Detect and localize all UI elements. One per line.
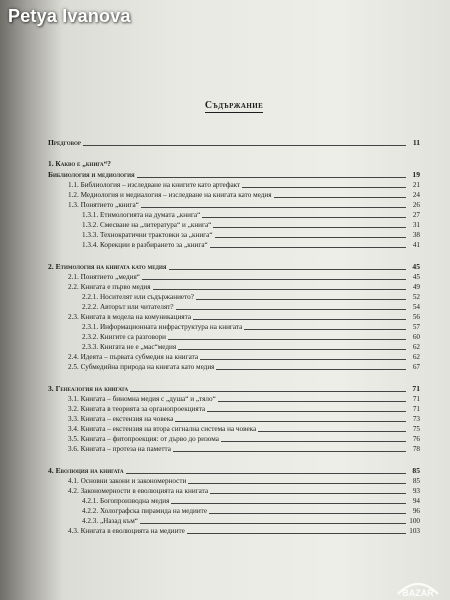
toc-entry-row bbox=[48, 190, 420, 200]
toc-entry-label: 2.3.3. Книгата не е „мас“медия bbox=[82, 343, 177, 351]
leader-line bbox=[126, 473, 406, 474]
leader-line bbox=[221, 441, 406, 442]
toc-entry-label: 1.3.4. Корекции в разбирането за „книга“ bbox=[82, 241, 208, 249]
toc-page-number: 27 bbox=[412, 211, 420, 219]
toc-page-number: 71 bbox=[412, 405, 420, 413]
leader-line bbox=[175, 421, 406, 422]
toc-entry-row bbox=[48, 476, 420, 486]
leader-line bbox=[171, 503, 406, 504]
toc-entry-row bbox=[48, 180, 420, 190]
toc-entry-label: 2.2.2. Авторът или читателят? bbox=[82, 303, 174, 311]
toc-chapter-row bbox=[48, 137, 420, 148]
toc-entry-row bbox=[48, 352, 420, 362]
leader-line bbox=[137, 177, 406, 178]
toc-entry-label: 3. Генеалогия на книгата bbox=[48, 384, 129, 393]
toc-entry-row bbox=[48, 282, 420, 292]
leader-line bbox=[176, 309, 406, 310]
toc-entry-label: 4. Еволюция на книгата bbox=[48, 466, 124, 475]
toc-entry-label: Предговор bbox=[48, 138, 81, 147]
toc-entry-label: 2. Етимология на книгата като медия bbox=[48, 262, 167, 271]
toc-page-number: 41 bbox=[412, 241, 420, 249]
toc-title-text: Съдържание bbox=[204, 100, 264, 111]
toc-entry-row bbox=[48, 526, 420, 536]
leader-line bbox=[210, 247, 406, 248]
leader-line bbox=[244, 329, 406, 330]
toc-page-number: 71 bbox=[412, 395, 420, 403]
seller-watermark: Petya Ivanova bbox=[8, 6, 131, 26]
toc-entry-label: 3.6. Книгата – протеза на паметта bbox=[68, 445, 171, 453]
toc-page-number: 45 bbox=[412, 273, 420, 281]
toc-entry-row bbox=[48, 322, 420, 332]
toc-entry-label: 2.5. Субмедийна природа на книгата като медия bbox=[68, 363, 215, 371]
toc-entry-row bbox=[48, 362, 420, 372]
toc-list bbox=[48, 137, 420, 536]
toc-entry-label: 4.2.1. Богопроизводна медия bbox=[82, 497, 170, 505]
toc-entry-label: 2.3. Книгата в модела на комуникацията bbox=[68, 313, 192, 321]
toc-entry-label: 1.1. Библиология – изследване на книгите като артефакт bbox=[68, 181, 241, 189]
toc-entry-row bbox=[48, 496, 420, 506]
leader-line bbox=[218, 401, 406, 402]
toc-page-number: 62 bbox=[412, 343, 420, 351]
leader-line bbox=[140, 523, 406, 524]
toc-entry-label: 1.3.3. Технократични трактовки за „книга“ bbox=[82, 231, 213, 239]
toc-entry-label: 3.1. Книгата – биномна медия с „душа“ и „тяло“ bbox=[68, 395, 216, 403]
toc-entry-label: 2.4. Идеята – първата субмедия на книгата bbox=[68, 353, 199, 361]
toc-entry-label: 4.1. Основни закони и закономерности bbox=[68, 477, 187, 485]
toc-gap bbox=[48, 372, 420, 383]
toc-page-number: 75 bbox=[412, 425, 420, 433]
toc-entry-label: 3.2. Книгата в теорията за органопроекцията bbox=[68, 405, 206, 413]
leader-line bbox=[202, 217, 406, 218]
leader-line bbox=[215, 237, 406, 238]
leader-line bbox=[213, 227, 406, 228]
toc-page-number: 11 bbox=[412, 138, 420, 147]
leader-line bbox=[207, 411, 406, 412]
toc-page-number: 31 bbox=[412, 221, 420, 229]
toc-entry-label: 2.1. Понятието „медия“ bbox=[68, 273, 140, 281]
toc-entry-row bbox=[48, 414, 420, 424]
toc-page-number: 24 bbox=[412, 191, 420, 199]
toc-page-number: 73 bbox=[412, 415, 420, 423]
toc-entry-label: 4.3. Книгата в еволюцията на медиите bbox=[68, 527, 185, 535]
toc-page-number: 94 bbox=[412, 497, 420, 505]
toc-page-number: 21 bbox=[412, 181, 420, 189]
toc-entry-row bbox=[48, 302, 420, 312]
toc-entry-label: 2.2. Книгата е първо медия bbox=[68, 283, 151, 291]
toc-page-number: 57 bbox=[412, 323, 420, 331]
leader-line bbox=[141, 207, 406, 208]
toc-entry-row bbox=[48, 434, 420, 444]
bazar-logo-icon bbox=[392, 572, 444, 598]
toc-page-number: 38 bbox=[412, 231, 420, 239]
toc-chapter-row bbox=[48, 261, 420, 272]
toc-page-number: 49 bbox=[412, 283, 420, 291]
toc-page-number: 96 bbox=[412, 507, 420, 515]
toc-entry-row bbox=[48, 210, 420, 220]
toc-entry-row bbox=[48, 292, 420, 302]
leader-line bbox=[168, 339, 406, 340]
leader-line bbox=[188, 483, 406, 484]
chapter-heading: 1. Какво е „книга“? bbox=[48, 159, 111, 168]
toc-page-number: 52 bbox=[412, 293, 420, 301]
leader-line bbox=[216, 369, 406, 370]
toc-entry-row bbox=[48, 332, 420, 342]
toc-entry-label: 1.2. Медиология и медиалогия – изследване на книгата като медия bbox=[68, 191, 272, 199]
toc-gap bbox=[48, 148, 420, 159]
toc-entry-label: 4.2. Закономерности в еволюцията на книгата bbox=[68, 487, 209, 495]
toc-page-number: 85 bbox=[412, 477, 420, 485]
toc-entry-label: 4.2.2. Холографска пирамида на медиите bbox=[82, 507, 208, 515]
leader-line bbox=[142, 279, 406, 280]
leader-line bbox=[209, 513, 406, 514]
toc-page-number: 78 bbox=[412, 445, 420, 453]
toc-page-number: 45 bbox=[412, 262, 420, 271]
toc-entry-label: 3.4. Книгата – екстензия на втора сигнална система на човека bbox=[68, 425, 257, 433]
logo-text: BAZAR bbox=[402, 588, 434, 598]
toc-page-number: 71 bbox=[412, 384, 420, 393]
toc-page-number: 62 bbox=[412, 353, 420, 361]
toc-page-number: 67 bbox=[412, 363, 420, 371]
toc-page-number: 56 bbox=[412, 313, 420, 321]
toc-entry-row bbox=[48, 240, 420, 250]
toc-entry-label: 1.3.2. Смесване на „литература“ и „книга“ bbox=[82, 221, 212, 229]
toc-entry-row bbox=[48, 394, 420, 404]
toc-entry-label: 2.2.1. Носителят или съдържанието? bbox=[82, 293, 194, 301]
toc-page-number: 93 bbox=[412, 487, 420, 495]
toc-page-number: 60 bbox=[412, 333, 420, 341]
toc-entry-label: 1.3. Понятието „книга“ bbox=[68, 201, 139, 209]
leader-line bbox=[274, 197, 406, 198]
toc-chapter-row bbox=[48, 169, 420, 180]
toc-page-number: 76 bbox=[412, 435, 420, 443]
toc-chapter-row bbox=[48, 465, 420, 476]
toc-page-number: 100 bbox=[409, 517, 420, 525]
leader-line bbox=[258, 431, 406, 432]
leader-line bbox=[169, 269, 407, 270]
toc-entry-row bbox=[48, 220, 420, 230]
toc-entry-label: Библиология и медиология bbox=[48, 170, 135, 179]
toc-entry-row bbox=[48, 272, 420, 282]
toc-page-number: 54 bbox=[412, 303, 420, 311]
leader-line bbox=[187, 533, 406, 534]
toc-chapter-row bbox=[48, 383, 420, 394]
leader-line bbox=[178, 349, 406, 350]
toc-page-number: 26 bbox=[412, 201, 420, 209]
toc-gap bbox=[48, 454, 420, 465]
toc-entry-row bbox=[48, 230, 420, 240]
toc-entry-row bbox=[48, 506, 420, 516]
toc-page bbox=[48, 40, 420, 600]
toc-page-number: 103 bbox=[409, 527, 420, 535]
toc-entry-label: 4.2.3. „Назад към“ bbox=[82, 517, 138, 525]
leader-line bbox=[210, 493, 406, 494]
leader-line bbox=[242, 187, 406, 188]
toc-entry-row bbox=[48, 516, 420, 526]
toc-page-number: 19 bbox=[412, 170, 420, 179]
toc-entry-row bbox=[48, 200, 420, 210]
leader-line bbox=[153, 289, 406, 290]
toc-page-number: 85 bbox=[412, 466, 420, 475]
toc-entry-label: 3.5. Книгата – фитопроекция: от дърво до ризома bbox=[68, 435, 219, 443]
leader-line bbox=[193, 319, 406, 320]
leader-line bbox=[200, 359, 406, 360]
toc-entry-row bbox=[48, 486, 420, 496]
leader-line bbox=[83, 145, 406, 146]
toc-entry-label: 2.3.1. Информационната инфраструктура на книгата bbox=[82, 323, 243, 331]
toc-entry-row bbox=[48, 312, 420, 322]
toc-entry-row bbox=[48, 444, 420, 454]
toc-entry-row bbox=[48, 404, 420, 414]
toc-entry-row bbox=[48, 424, 420, 434]
toc-entry-label: 2.3.2. Книгите са разговори bbox=[82, 333, 167, 341]
toc-gap bbox=[48, 250, 420, 261]
toc-entry-label: 3.3. Книгата – екстензия на човека bbox=[68, 415, 174, 423]
leader-line bbox=[130, 391, 406, 392]
toc-entry-row bbox=[48, 342, 420, 352]
toc-title bbox=[48, 100, 420, 111]
leader-line bbox=[196, 299, 406, 300]
toc-entry-label: 1.3.1. Етимологията на думата „книга“ bbox=[82, 211, 201, 219]
leader-line bbox=[173, 451, 406, 452]
